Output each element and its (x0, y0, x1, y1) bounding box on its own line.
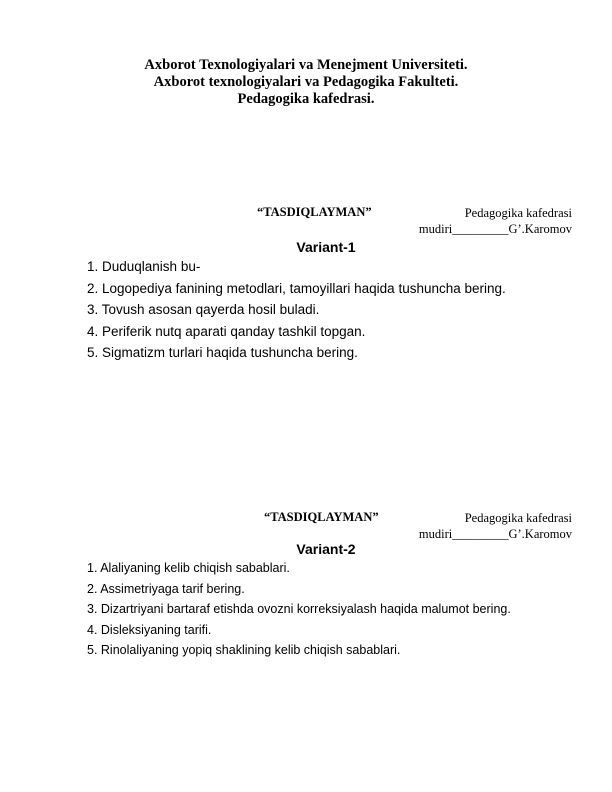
question-item: 3. Tovush asosan qayerda hosil buladi. (87, 302, 320, 317)
approval-label-2: “TASDIQLAYMAN” (264, 510, 379, 524)
question-item: 4. Disleksiyaning tarifi. (87, 622, 212, 637)
question-list-1 (87, 256, 506, 364)
department-head-signature-1 (419, 205, 572, 237)
variant-title-2: Variant-2 (296, 541, 356, 557)
head-signature-line-1: mudiri_________G’.Karomov (418, 222, 572, 236)
variant-title-1: Variant-1 (296, 239, 356, 255)
question-item: 4. Periferik nutq aparati qanday tashkil topgan. (87, 323, 366, 339)
department-title: Pedagogika kafedrasi. (237, 91, 375, 107)
question-list-2 (87, 558, 511, 661)
faculty-title: Axborot texnologiyalari va Pedagogika Fakulteti. (153, 74, 459, 90)
question-item: 1. Alaliyaning kelib chiqish sabablari. (87, 561, 290, 575)
department-head-signature-2 (419, 510, 572, 542)
question-item: 2. Assimetriyaga tarif bering. (87, 581, 245, 596)
question-item: 2. Logopediya fanining metodlari, tamoyillari haqida tushuncha bering. (87, 280, 506, 296)
approval-label-1: “TASDIQLAYMAN” (257, 205, 372, 219)
head-signature-line-2: mudiri_________G’.Karomov (418, 527, 572, 541)
department-name-1: Pedagogika kafedrasi (464, 206, 572, 220)
department-name-2: Pedagogika kafedrasi (464, 511, 572, 525)
document-header (0, 57, 612, 108)
university-title: Axborot Texnologiyalari va Menejment Universiteti. (144, 57, 468, 73)
question-item: 5. Sigmatizm turlari haqida tushuncha bering. (87, 345, 358, 360)
question-item: 3. Dizartriyani bartaraf etishda ovozni korreksiyalash haqida malumot bering. (87, 602, 511, 616)
question-item: 1. Duduqlanish bu- (87, 259, 201, 274)
question-item: 5. Rinolaliyaning yopiq shaklining kelib chiqish sabablari. (87, 643, 401, 657)
